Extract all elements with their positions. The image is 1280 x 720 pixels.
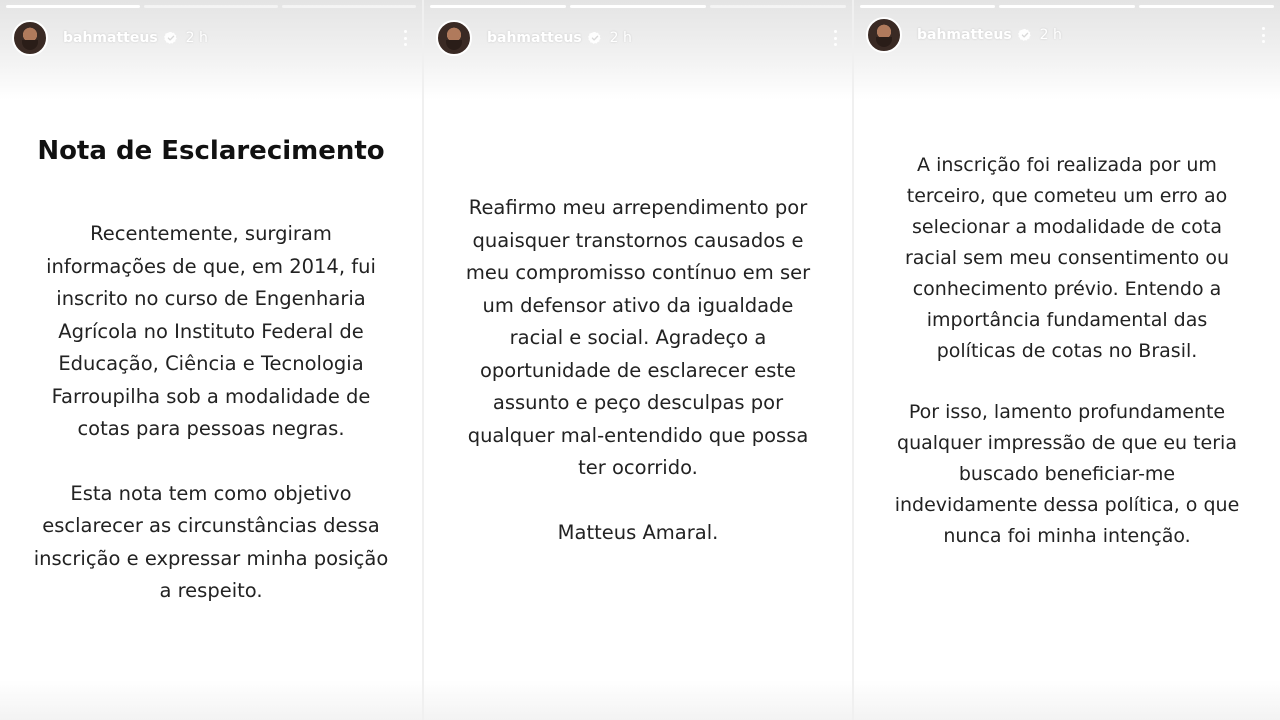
more-options-icon[interactable] <box>400 27 410 49</box>
progress-segment <box>710 5 846 8</box>
verified-badge-icon <box>588 31 602 45</box>
story-panel-3[interactable] <box>854 0 1280 720</box>
progress-segment <box>144 5 278 8</box>
story-header <box>436 18 840 58</box>
username[interactable]: bahmatteus <box>63 30 158 46</box>
avatar[interactable] <box>12 20 48 56</box>
username[interactable]: bahmatteus <box>487 30 582 46</box>
story-progress-bar <box>860 5 1274 8</box>
story-paragraph: A inscrição foi realizada por um terceiro, que cometeu um erro ao selecionar a modalidade de cota racial sem meu consentimento ou conhecimento prévio. Entendo a importância fundamental das políticas de cotas no Brasil. <box>904 154 1230 362</box>
story-paragraph: Esta nota tem como objetivo esclarecer as circunstâncias dessa inscrição e expressar minha posição a respeito. <box>33 481 389 602</box>
verified-badge-icon <box>164 31 178 45</box>
post-time: 2 h <box>609 30 632 46</box>
story-text <box>854 150 1280 552</box>
page-title: Nota de Esclarecimento <box>37 136 385 166</box>
story-panel-1[interactable] <box>0 0 422 720</box>
story-header <box>12 18 410 58</box>
more-options-icon[interactable] <box>1258 24 1268 46</box>
story-text <box>424 192 852 549</box>
story-paragraph: Reafirmo meu arrependimento por quaisquer transtornos causados e meu compromisso contínuo em ser um defensor ativo da igualdade racial e social. Agradeço a oportunidade de esclarecer este assunto e peço desculpas por qualquer mal-entendido que possa ter ocorrido. <box>465 196 811 479</box>
avatar[interactable] <box>436 20 472 56</box>
username[interactable]: bahmatteus <box>917 27 1012 43</box>
avatar[interactable] <box>866 17 902 53</box>
story-header <box>866 15 1268 55</box>
story-panel-2[interactable] <box>424 0 852 720</box>
story-progress-bar <box>430 5 846 8</box>
post-time: 2 h <box>1039 27 1062 43</box>
progress-segment <box>430 5 566 8</box>
more-options-icon[interactable] <box>830 27 840 49</box>
story-progress-bar <box>6 5 416 8</box>
post-time: 2 h <box>185 30 208 46</box>
story-text <box>0 218 422 608</box>
progress-segment <box>6 5 140 8</box>
story-paragraph: Recentemente, surgiram informações de que, em 2014, fui inscrito no curso de Engenharia Agrícola no Instituto Federal de Educação, Ciência e Tecnologia Farroupilha sob a modalidade de cotas para pessoas negras. <box>46 222 376 440</box>
progress-segment <box>570 5 706 8</box>
progress-segment <box>282 5 416 8</box>
signature: Matteus Amaral. <box>557 520 719 544</box>
verified-badge-icon <box>1018 28 1032 42</box>
story-paragraph: Por isso, lamento profundamente qualquer impressão de que eu teria buscado beneficiar-me indevidamente dessa política, o que nunca foi minha intenção. <box>894 401 1240 547</box>
footer-gradient <box>854 680 1280 720</box>
progress-segment <box>999 5 1134 8</box>
footer-gradient <box>424 680 852 720</box>
footer-gradient <box>0 680 422 720</box>
progress-segment <box>860 5 995 8</box>
progress-segment <box>1139 5 1274 8</box>
